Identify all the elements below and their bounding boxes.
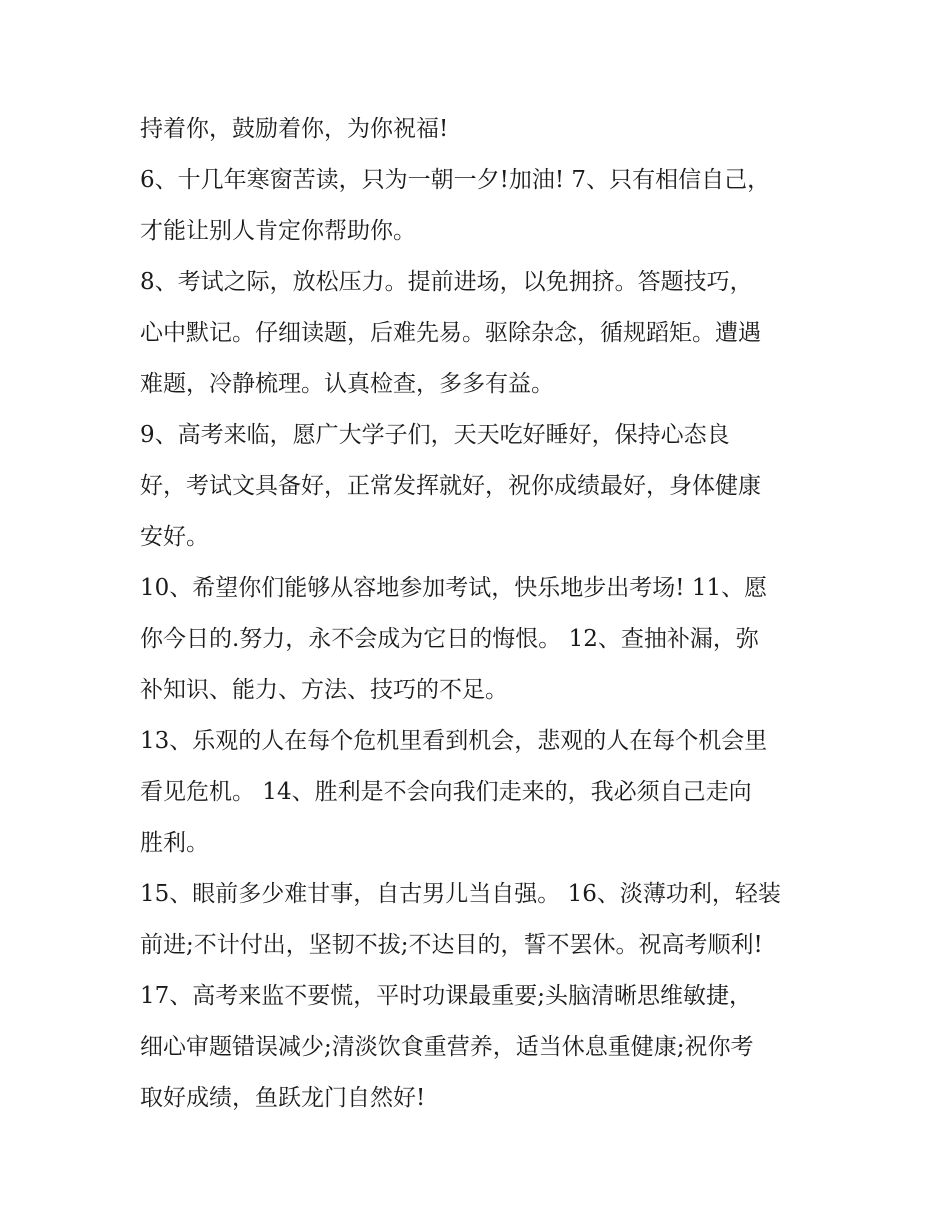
- text-line: 15、眼前多少难甘事，自古男儿当自强。 16、淡薄功利，轻装: [140, 881, 781, 907]
- text-line: 看见危机。 14、胜利是不会向我们走来的，我必须自己走向: [140, 779, 752, 805]
- text-line: 前进;不计付出，坚韧不拔;不达目的，誓不罢休。祝高考顺利!: [140, 932, 763, 958]
- text-line: 17、高考来监不要慌，平时功课最重要;头脑清晰思维敏捷，: [140, 983, 753, 1009]
- text-line: 8、考试之际，放松压力。提前进场，以免拥挤。答题技巧，: [140, 269, 753, 295]
- text-line: 难题，冷静梳理。认真检查，多多有益。: [140, 371, 554, 397]
- text-line: 13、乐观的人在每个危机里看到机会，悲观的人在每个机会里: [140, 728, 768, 754]
- text-line: 细心审题错误减少;清淡饮食重营养，适当休息重健康;祝你考: [140, 1034, 754, 1060]
- text-line: 心中默记。仔细读题，后难先易。驱除杂念，循规蹈矩。遭遇: [140, 320, 761, 346]
- text-line: 胜利。: [140, 830, 209, 856]
- text-line: 取好成绩，鱼跃龙门自然好!: [140, 1085, 426, 1111]
- text-line: 补知识、能力、方法、技巧的不足。: [140, 677, 508, 703]
- text-line: 才能让别人肯定你帮助你。: [140, 218, 416, 244]
- text-line: 你今日的.努力，永不会成为它日的悔恨。 12、查抽补漏，弥: [140, 626, 759, 652]
- text-line: 10、希望你们能够从容地参加考试，快乐地步出考场! 11、愿: [140, 575, 768, 601]
- text-line: 6、十几年寒窗苦读，只为一朝一夕!加油! 7、只有相信自己，: [140, 167, 771, 193]
- text-line: 持着你，鼓励着你，为你祝福!: [140, 116, 449, 142]
- text-line: 好，考试文具备好，正常发挥就好，祝你成绩最好，身体健康: [140, 473, 761, 499]
- text-line: 安好。: [140, 524, 209, 550]
- text-line: 9、高考来临，愿广大学子们，天天吃好睡好，保持心态良: [140, 422, 730, 448]
